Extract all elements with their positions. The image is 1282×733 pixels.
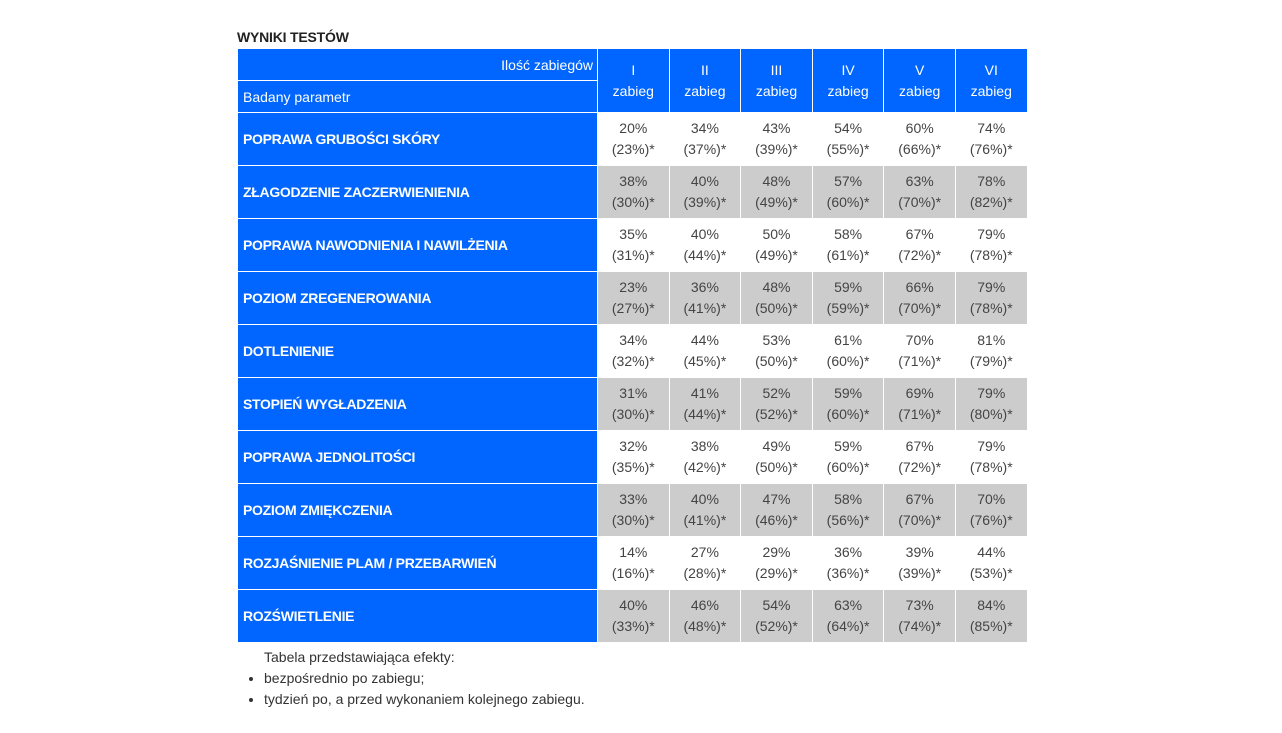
column-numeral: IV: [841, 61, 855, 78]
column-header-6: [955, 49, 1027, 113]
result-cell: [598, 590, 670, 643]
column-header-4: [812, 49, 884, 113]
immediate-result: 61%: [834, 332, 863, 348]
result-cell: [598, 113, 670, 166]
result-cell: [669, 537, 741, 590]
result-cell: [741, 219, 813, 272]
week-after-result: (72%)*: [898, 459, 942, 475]
week-after-result: (85%)*: [969, 618, 1013, 634]
result-cell: [884, 378, 956, 431]
week-after-result: (36%)*: [826, 565, 870, 581]
results-section: [237, 28, 1027, 710]
week-after-result: (48%)*: [683, 618, 727, 634]
week-after-result: (78%)*: [969, 247, 1013, 263]
week-after-result: (55%)*: [826, 141, 870, 157]
immediate-result: 52%: [762, 385, 791, 401]
table-row: [238, 166, 1028, 219]
immediate-result: 27%: [690, 544, 719, 560]
week-after-result: (76%)*: [969, 512, 1013, 528]
week-after-result: (80%)*: [969, 406, 1013, 422]
immediate-result: 79%: [977, 385, 1006, 401]
column-unit: zabieg: [755, 82, 798, 99]
table-row: [238, 219, 1028, 272]
immediate-result: 58%: [834, 226, 863, 242]
parameter-name: STOPIEŃ WYGŁADZENIA: [238, 378, 598, 431]
notes-intro: Tabela przedstawiająca efekty:: [264, 649, 455, 665]
week-after-result: (76%)*: [969, 141, 1013, 157]
result-cell: [669, 431, 741, 484]
result-cell: [884, 537, 956, 590]
week-after-result: (23%)*: [611, 141, 655, 157]
immediate-result: 79%: [977, 438, 1006, 454]
week-after-result: (53%)*: [969, 565, 1013, 581]
immediate-result: 74%: [977, 120, 1006, 136]
week-after-result: (42%)*: [683, 459, 727, 475]
immediate-result: 70%: [905, 332, 934, 348]
week-after-result: (56%)*: [826, 512, 870, 528]
parameter-name: ROZŚWIETLENIE: [238, 590, 598, 643]
result-cell: [598, 272, 670, 325]
result-cell: [669, 484, 741, 537]
week-after-result: (44%)*: [683, 406, 727, 422]
immediate-result: 47%: [762, 491, 791, 507]
immediate-result: 59%: [834, 279, 863, 295]
column-unit: zabieg: [684, 82, 726, 99]
week-after-result: (44%)*: [683, 247, 727, 263]
table-row: [238, 537, 1028, 590]
parameter-name: ZŁAGODZENIE ZACZERWIENIENIA: [238, 166, 598, 219]
week-after-result: (71%)*: [898, 406, 942, 422]
immediate-result: 59%: [834, 385, 863, 401]
week-after-result: (70%)*: [898, 194, 942, 210]
result-cell: [741, 431, 813, 484]
result-cell: [812, 378, 884, 431]
result-cell: [884, 590, 956, 643]
result-cell: [598, 378, 670, 431]
parameter-name: POZIOM ZMIĘKCZENIA: [238, 484, 598, 537]
week-after-result: (78%)*: [969, 300, 1013, 316]
result-cell: [741, 113, 813, 166]
column-header-1: [598, 49, 670, 113]
result-cell: [669, 219, 741, 272]
week-after-result: (59%)*: [826, 300, 870, 316]
week-after-result: (30%)*: [611, 194, 655, 210]
immediate-result: 49%: [762, 438, 791, 454]
result-cell: [955, 113, 1027, 166]
result-cell: [812, 325, 884, 378]
immediate-result: 46%: [690, 597, 719, 613]
immediate-result: 63%: [834, 597, 863, 613]
column-numeral: III: [770, 61, 783, 78]
result-cell: [598, 325, 670, 378]
week-after-result: (49%)*: [755, 194, 798, 210]
result-cell: [741, 537, 813, 590]
immediate-result: 34%: [690, 120, 719, 136]
table-header: [238, 49, 1028, 113]
week-after-result: (52%)*: [755, 618, 798, 634]
week-after-result: (41%)*: [683, 512, 727, 528]
week-after-result: (60%)*: [826, 459, 870, 475]
result-cell: [884, 325, 956, 378]
table-body: [238, 113, 1028, 643]
result-cell: [669, 166, 741, 219]
week-after-result: (70%)*: [898, 512, 942, 528]
result-cell: [955, 590, 1027, 643]
week-after-result: (29%)*: [755, 565, 798, 581]
week-after-result: (45%)*: [683, 353, 727, 369]
week-after-result: (52%)*: [755, 406, 798, 422]
column-numeral: I: [631, 61, 636, 78]
result-cell: [884, 431, 956, 484]
week-after-result: (61%)*: [826, 247, 870, 263]
column-numeral: II: [701, 61, 709, 78]
results-table: [237, 48, 1028, 643]
immediate-result: 40%: [690, 173, 719, 189]
week-after-result: (46%)*: [755, 512, 798, 528]
column-unit: zabieg: [612, 82, 654, 99]
result-cell: [669, 378, 741, 431]
immediate-result: 40%: [690, 226, 719, 242]
result-cell: [812, 431, 884, 484]
result-cell: [955, 378, 1027, 431]
week-after-result: (41%)*: [683, 300, 727, 316]
immediate-result: 23%: [619, 279, 648, 295]
section-title: WYNIKI TESTÓW: [237, 29, 349, 45]
table-row: [238, 484, 1028, 537]
result-cell: [598, 219, 670, 272]
result-cell: [812, 113, 884, 166]
column-numeral: VI: [984, 61, 998, 78]
result-cell: [741, 590, 813, 643]
column-unit: zabieg: [899, 82, 941, 99]
parameter-name: POPRAWA GRUBOŚCI SKÓRY: [238, 113, 598, 166]
week-after-result: (50%)*: [755, 459, 798, 475]
immediate-result: 48%: [762, 279, 791, 295]
column-header-5: [884, 49, 956, 113]
week-after-result: (60%)*: [826, 406, 870, 422]
immediate-result: 67%: [905, 226, 934, 242]
immediate-result: 78%: [977, 173, 1006, 189]
immediate-result: 66%: [905, 279, 934, 295]
result-cell: [669, 113, 741, 166]
result-cell: [955, 219, 1027, 272]
week-after-result: (30%)*: [611, 406, 655, 422]
immediate-result: 40%: [690, 491, 719, 507]
week-after-result: (35%)*: [611, 459, 655, 475]
result-cell: [955, 325, 1027, 378]
week-after-result: (71%)*: [898, 353, 942, 369]
immediate-result: 41%: [690, 385, 719, 401]
week-after-result: (66%)*: [898, 141, 942, 157]
parameter-name: POPRAWA JEDNOLITOŚCI: [238, 431, 598, 484]
immediate-result: 50%: [762, 226, 791, 242]
parameter-name: ROZJAŚNIENIE PLAM / PRZEBARWIEŃ: [238, 537, 598, 590]
parameter-name: POPRAWA NAWODNIENIA I NAWILŻENIA: [238, 219, 598, 272]
week-after-result: (50%)*: [755, 300, 798, 316]
result-cell: [955, 537, 1027, 590]
result-cell: [812, 537, 884, 590]
result-cell: [812, 272, 884, 325]
result-cell: [741, 484, 813, 537]
treatment-count-label: Ilość zabiegów: [238, 49, 598, 81]
result-cell: [955, 166, 1027, 219]
table-row: [238, 590, 1028, 643]
week-after-result: (78%)*: [969, 459, 1013, 475]
parameter-name: DOTLENIENIE: [238, 325, 598, 378]
result-cell: [741, 378, 813, 431]
immediate-result: 44%: [977, 544, 1006, 560]
result-cell: [955, 272, 1027, 325]
immediate-result: 73%: [905, 597, 934, 613]
week-after-result: (74%)*: [898, 618, 942, 634]
result-cell: [955, 431, 1027, 484]
immediate-result: 29%: [762, 544, 791, 560]
immediate-result: 84%: [977, 597, 1006, 613]
result-cell: [812, 166, 884, 219]
week-after-result: (49%)*: [755, 247, 798, 263]
immediate-result: 39%: [905, 544, 934, 560]
week-after-result: (60%)*: [826, 353, 870, 369]
table-row: [238, 113, 1028, 166]
week-after-result: (32%)*: [611, 353, 655, 369]
week-after-result: (28%)*: [683, 565, 727, 581]
parameter-label: Badany parametr: [238, 81, 598, 113]
week-after-result: (72%)*: [898, 247, 942, 263]
result-cell: [741, 272, 813, 325]
week-after-result: (30%)*: [611, 512, 655, 528]
immediate-result: 53%: [762, 332, 791, 348]
week-after-result: (39%)*: [898, 565, 942, 581]
immediate-result: 79%: [977, 279, 1006, 295]
immediate-result: 59%: [834, 438, 863, 454]
result-cell: [884, 484, 956, 537]
week-after-result: (50%)*: [755, 353, 798, 369]
notes-item: • tydzień po, a przed wykonaniem kolejnego zabiegu.: [264, 689, 1027, 710]
week-after-result: (64%)*: [826, 618, 870, 634]
immediate-result: 79%: [977, 226, 1006, 242]
immediate-result: 14%: [619, 544, 648, 560]
result-cell: [884, 113, 956, 166]
week-after-result: (16%)*: [611, 565, 655, 581]
week-after-result: (39%)*: [683, 194, 727, 210]
column-unit: zabieg: [970, 82, 1012, 99]
week-after-result: (79%)*: [969, 353, 1013, 369]
result-cell: [812, 590, 884, 643]
immediate-result: 38%: [619, 173, 648, 189]
column-header-3: [741, 49, 813, 113]
immediate-result: 63%: [905, 173, 934, 189]
week-after-result: (82%)*: [969, 194, 1013, 210]
immediate-result: 81%: [977, 332, 1006, 348]
immediate-result: 44%: [690, 332, 719, 348]
immediate-result: 36%: [834, 544, 863, 560]
immediate-result: 36%: [690, 279, 719, 295]
result-cell: [669, 325, 741, 378]
immediate-result: 35%: [619, 226, 648, 242]
table-row: [238, 431, 1028, 484]
result-cell: [955, 484, 1027, 537]
immediate-result: 48%: [762, 173, 791, 189]
week-after-result: (33%)*: [611, 618, 655, 634]
result-cell: [741, 166, 813, 219]
result-cell: [812, 219, 884, 272]
immediate-result: 67%: [905, 438, 934, 454]
column-numeral: V: [915, 61, 925, 78]
immediate-result: 43%: [762, 120, 791, 136]
notes-item: • bezpośrednio po zabiegu;: [264, 668, 1027, 689]
result-cell: [884, 272, 956, 325]
immediate-result: 58%: [834, 491, 863, 507]
immediate-result: 60%: [905, 120, 934, 136]
immediate-result: 32%: [619, 438, 648, 454]
result-cell: [669, 590, 741, 643]
result-cell: [598, 537, 670, 590]
week-after-result: (31%)*: [611, 247, 655, 263]
result-cell: [812, 484, 884, 537]
column-header-2: [669, 49, 741, 113]
result-cell: [884, 166, 956, 219]
table-row: [238, 378, 1028, 431]
immediate-result: 20%: [619, 120, 648, 136]
table-row: [238, 325, 1028, 378]
immediate-result: 31%: [619, 385, 648, 401]
immediate-result: 70%: [977, 491, 1006, 507]
immediate-result: 54%: [834, 120, 863, 136]
immediate-result: 40%: [619, 597, 648, 613]
result-cell: [884, 219, 956, 272]
immediate-result: 38%: [690, 438, 719, 454]
result-cell: [598, 166, 670, 219]
immediate-result: 57%: [834, 173, 863, 189]
column-unit: zabieg: [827, 82, 869, 99]
immediate-result: 67%: [905, 491, 934, 507]
result-cell: [741, 325, 813, 378]
week-after-result: (60%)*: [826, 194, 870, 210]
immediate-result: 54%: [762, 597, 791, 613]
immediate-result: 69%: [905, 385, 934, 401]
result-cell: [598, 484, 670, 537]
immediate-result: 34%: [619, 332, 648, 348]
parameter-name: POZIOM ZREGENEROWANIA: [238, 272, 598, 325]
week-after-result: (27%)*: [611, 300, 655, 316]
immediate-result: 33%: [619, 491, 648, 507]
week-after-result: (39%)*: [755, 141, 798, 157]
week-after-result: (70%)*: [898, 300, 942, 316]
week-after-result: (37%)*: [683, 141, 727, 157]
result-cell: [669, 272, 741, 325]
table-row: [238, 272, 1028, 325]
result-cell: [598, 431, 670, 484]
table-notes: [237, 647, 1027, 710]
notes-list: [237, 668, 1027, 710]
